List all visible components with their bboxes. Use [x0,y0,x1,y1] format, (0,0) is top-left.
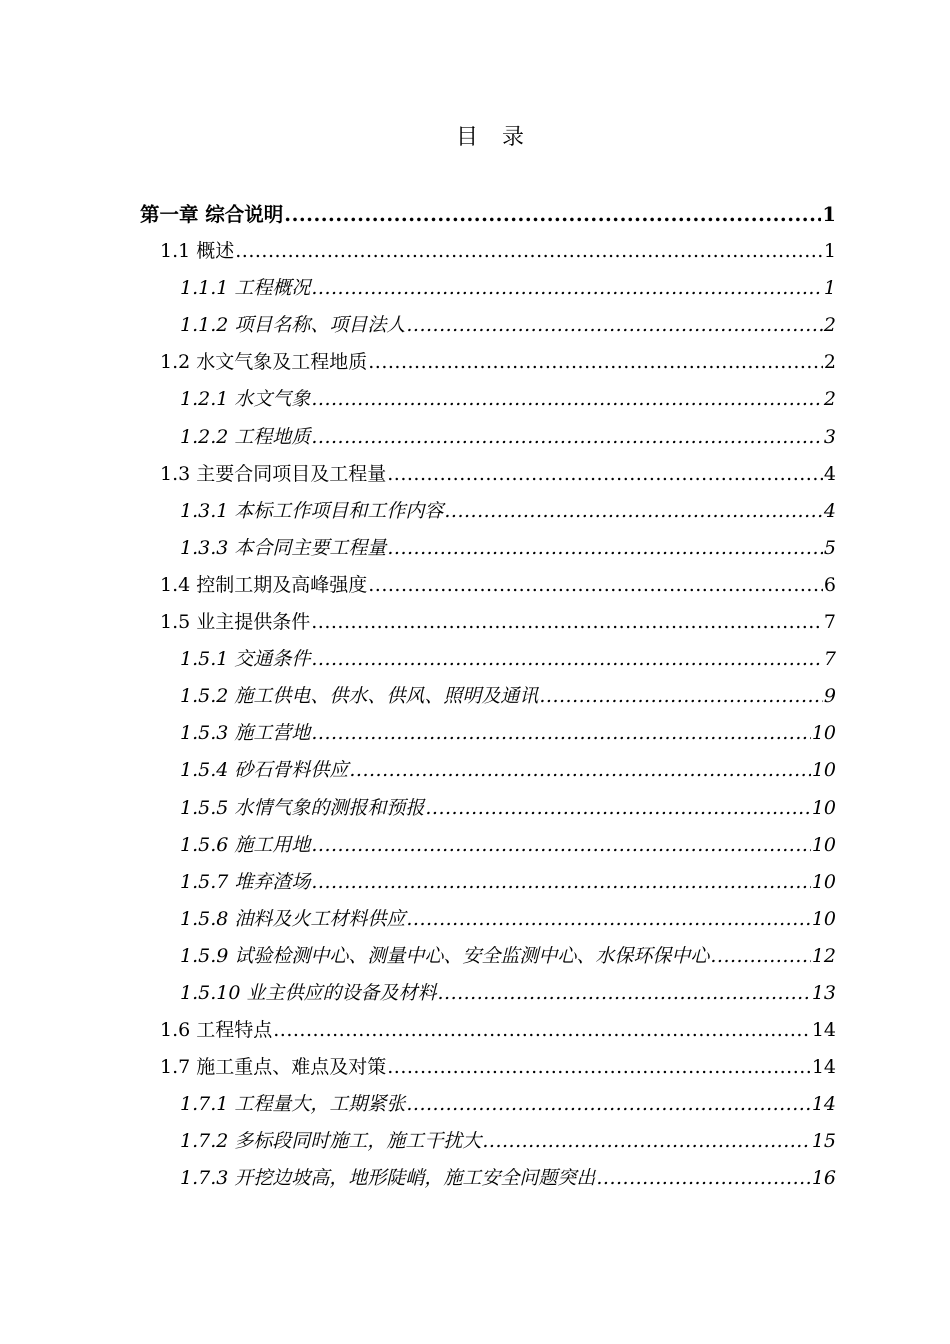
toc-entry[interactable] [140,1049,836,1086]
toc-dot-leader [387,456,823,493]
toc-entry[interactable] [140,715,836,752]
toc-dot-leader [406,1086,810,1123]
toc-page-number: 1 [823,277,836,300]
toc-entry-label: 1.5.6 施工用地 [180,833,311,856]
toc-entry[interactable] [140,307,836,344]
toc-entry-label: 1.5.5 水情气象的测报和预报 [180,796,425,819]
toc-page-number: 2 [823,314,836,337]
toc-entry[interactable] [140,604,836,641]
toc-page-number: 12 [811,944,836,967]
toc-dot-leader [539,678,823,715]
toc-dot-leader [349,752,810,789]
toc-dot-leader [311,381,823,418]
toc-dot-leader [368,344,823,381]
toc-page-number: 10 [811,796,836,819]
toc-dot-leader [710,938,810,975]
toc-entry-label: 第一章 综合说明 [140,203,284,226]
toc-entry-label: 1.5 业主提供条件 [160,611,311,634]
toc-dot-leader [596,1160,810,1197]
toc-entry[interactable] [140,196,836,233]
toc-dot-leader [425,790,810,827]
toc-page-number: 6 [823,573,836,596]
toc-entry[interactable] [140,567,836,604]
toc-dot-leader [437,975,810,1012]
toc-page-number: 3 [823,425,836,448]
toc-page-number: 2 [823,388,836,411]
toc-page-number: 4 [823,462,836,485]
toc-page-number: 14 [811,1019,836,1042]
toc-page-number: 15 [811,1130,836,1153]
toc-entry[interactable] [140,827,836,864]
toc-page-number: 10 [811,833,836,856]
toc-page-number: 14 [811,1056,836,1079]
toc-dot-leader [311,641,823,678]
toc-page-number: 10 [811,907,836,930]
toc-entry[interactable] [140,381,836,418]
toc-entry[interactable] [140,975,836,1012]
toc-page-number: 14 [811,1093,836,1116]
toc-page-number: 10 [811,722,836,745]
toc-entry[interactable] [140,233,836,270]
page-title [0,120,950,151]
toc-entry[interactable] [140,1160,836,1197]
toc-dot-leader [368,567,823,604]
toc-entry-label: 1.5.2 施工供电、供水、供风、照明及通讯 [180,685,539,708]
toc-dot-leader [311,270,823,307]
toc-page-number: 5 [823,536,836,559]
toc-page-number: 10 [811,759,836,782]
toc-entry-label: 1.1.1 工程概况 [180,277,311,300]
title-char-1: 目 [455,125,478,150]
toc-entry-label: 1.4 控制工期及高峰强度 [160,573,368,596]
toc-page-number: 9 [823,685,836,708]
toc-entry[interactable] [140,344,836,381]
toc-entry-label: 1.5.3 施工营地 [180,722,311,745]
toc-dot-leader [311,419,823,456]
toc-entry[interactable] [140,1123,836,1160]
toc-entry-label: 1.7.1 工程量大，工期紧张 [180,1093,406,1116]
toc-entry-label: 1.2 水文气象及工程地质 [160,351,368,374]
toc-dot-leader [311,827,810,864]
toc-dot-leader [387,530,823,567]
toc-page-number: 7 [823,648,836,671]
toc-dot-leader [311,864,810,901]
toc-entry-label: 1.7.2 多标段同时施工，施工干扰大 [180,1130,482,1153]
toc-page-number: 10 [811,870,836,893]
toc-dot-leader [311,604,823,641]
toc-entry-label: 1.5.9 试验检测中心、测量中心、安全监测中心、水保环保中心 [180,944,710,967]
title-char-2: 录 [502,125,525,150]
toc-dot-leader [273,1012,811,1049]
toc-entry-label: 1.3.3 本合同主要工程量 [180,536,387,559]
toc-page-number: 7 [823,611,836,634]
toc-entry-label: 1.6 工程特点 [160,1019,273,1042]
toc-dot-leader [284,196,821,233]
toc-entry[interactable] [140,270,836,307]
toc-entry-label: 1.5.7 堆弃渣场 [180,870,311,893]
toc-dot-leader [406,901,810,938]
table-of-contents [140,196,836,1198]
toc-entry[interactable] [140,456,836,493]
toc-page-number: 2 [823,351,836,374]
toc-entry-label: 1.1 概述 [160,240,235,263]
toc-page-number: 16 [811,1167,836,1190]
toc-entry[interactable] [140,752,836,789]
toc-entry-label: 1.3 主要合同项目及工程量 [160,462,387,485]
toc-entry-label: 1.5.4 砂石骨料供应 [180,759,349,782]
toc-entry[interactable] [140,901,836,938]
toc-entry[interactable] [140,678,836,715]
toc-entry-label: 1.3.1 本标工作项目和工作内容 [180,499,444,522]
toc-entry-label: 1.5.8 油料及火工材料供应 [180,907,406,930]
toc-entry[interactable] [140,530,836,567]
toc-entry[interactable] [140,790,836,827]
toc-page-number: 1 [822,203,836,226]
toc-entry[interactable] [140,419,836,456]
toc-entry[interactable] [140,493,836,530]
toc-entry[interactable] [140,938,836,975]
toc-entry-label: 1.7 施工重点、难点及对策 [160,1056,387,1079]
toc-entry-label: 1.5.1 交通条件 [180,648,311,671]
toc-dot-leader [311,715,810,752]
toc-page-number: 13 [811,981,836,1004]
toc-dot-leader [482,1123,810,1160]
toc-dot-leader [406,307,823,344]
toc-dot-leader [444,493,823,530]
toc-entry[interactable] [140,1086,836,1123]
toc-page-number: 1 [823,240,836,263]
toc-entry-label: 1.2.2 工程地质 [180,425,311,448]
toc-entry-label: 1.7.3 开挖边坡高，地形陡峭，施工安全问题突出 [180,1167,596,1190]
toc-entry-label: 1.2.1 水文气象 [180,388,311,411]
toc-entry[interactable] [140,641,836,678]
toc-dot-leader [235,233,823,270]
toc-entry-label: 1.5.10 业主供应的设备及材料 [180,981,437,1004]
toc-dot-leader [387,1049,811,1086]
toc-entry-label: 1.1.2 项目名称、项目法人 [180,314,406,337]
toc-entry[interactable] [140,864,836,901]
toc-page-number: 4 [823,499,836,522]
toc-entry[interactable] [140,1012,836,1049]
